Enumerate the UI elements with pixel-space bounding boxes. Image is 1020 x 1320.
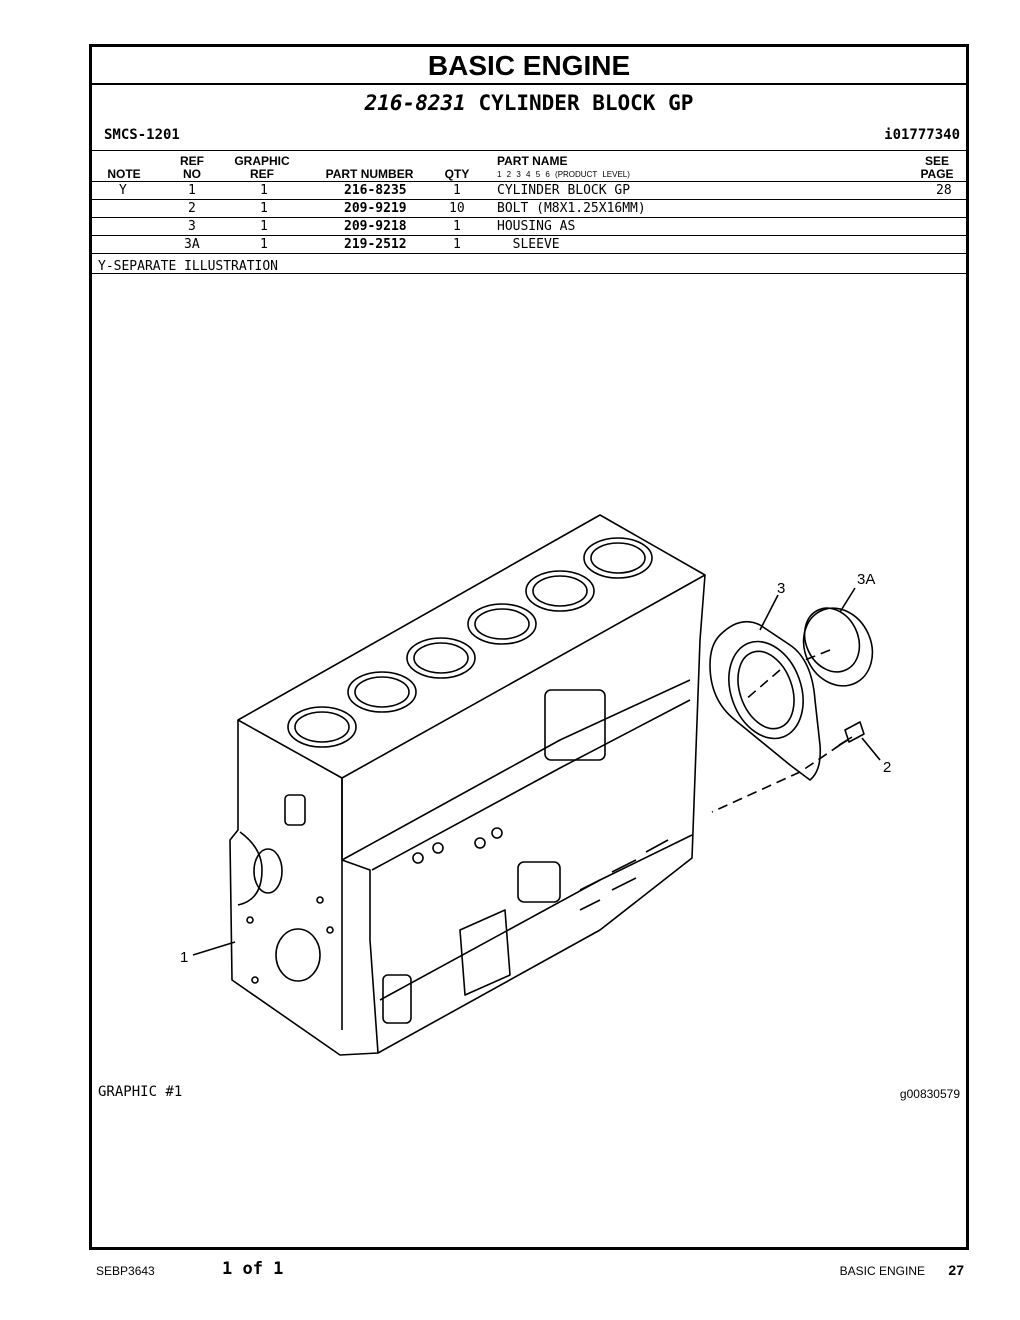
cell-graphic: 1	[260, 183, 268, 198]
cell-ref: 3A	[184, 237, 200, 252]
footnote: Y-SEPARATE ILLUSTRATION	[98, 259, 279, 274]
cell-qty: 1	[453, 219, 461, 234]
cell-part-name: CYLINDER BLOCK GP	[497, 183, 631, 198]
header-note: NOTE	[107, 167, 141, 181]
graphic-label: GRAPHIC #1	[98, 1084, 183, 1100]
cell-ref: 3	[188, 219, 196, 234]
footer-section: BASIC ENGINE	[839, 1264, 925, 1278]
header-part-number: PART NUMBER	[325, 167, 414, 181]
header-ref-2: NO	[183, 167, 201, 181]
callout-2: 2	[883, 759, 892, 776]
callout-3: 3	[777, 580, 786, 597]
footer-page-number: 27	[948, 1262, 964, 1278]
page-title: BASIC ENGINE	[92, 47, 966, 85]
header-ref-1: REF	[180, 154, 204, 168]
graphic-id: g00830579	[899, 1087, 960, 1101]
header-see-1: SEE	[924, 154, 949, 168]
cell-part-name: SLEEVE	[497, 237, 560, 252]
header-product-level: 1 2 3 4 5 6 (PRODUCT LEVEL)	[497, 170, 630, 179]
group-name: CYLINDER BLOCK GP	[478, 91, 694, 115]
cell-part-number: 216-8235	[344, 183, 407, 198]
callout-1: 1	[180, 949, 189, 966]
header-graphic-1: GRAPHIC	[234, 154, 290, 168]
callout-3a: 3A	[857, 571, 876, 588]
header-graphic-2: REF	[250, 167, 274, 181]
footer-page-count: 1 of 1	[222, 1259, 284, 1279]
cell-part-number: 219-2512	[344, 237, 407, 252]
cell-part-number: 209-9218	[344, 219, 407, 234]
cell-part-name: BOLT (M8X1.25X16MM)	[497, 201, 646, 216]
cell-qty: 10	[449, 201, 465, 216]
smcs-code: SMCS-1201	[104, 127, 180, 143]
cell-graphic: 1	[260, 219, 268, 234]
cell-part-name: HOUSING AS	[497, 219, 576, 234]
cell-ref: 1	[188, 183, 196, 198]
cell-graphic: 1	[260, 237, 268, 252]
sleeve-drawing	[791, 597, 885, 697]
illustration-id: i01777340	[884, 127, 960, 143]
header-qty: QTY	[444, 167, 470, 181]
bolt-drawing	[835, 722, 864, 748]
cell-qty: 1	[453, 237, 461, 252]
cell-note: Y	[119, 183, 127, 198]
cell-see-page: 28	[936, 183, 952, 198]
cylinder-block-drawing	[230, 515, 705, 1055]
cell-ref: 2	[188, 201, 196, 216]
group-part-number: 216-8231	[364, 91, 466, 115]
cell-qty: 1	[453, 183, 461, 198]
cell-part-number: 209-9219	[344, 201, 407, 216]
footer-document-number: SEBP3643	[96, 1264, 155, 1278]
header-part-name: PART NAME	[497, 154, 568, 168]
cell-graphic: 1	[260, 201, 268, 216]
header-see-2: PAGE	[920, 167, 954, 181]
